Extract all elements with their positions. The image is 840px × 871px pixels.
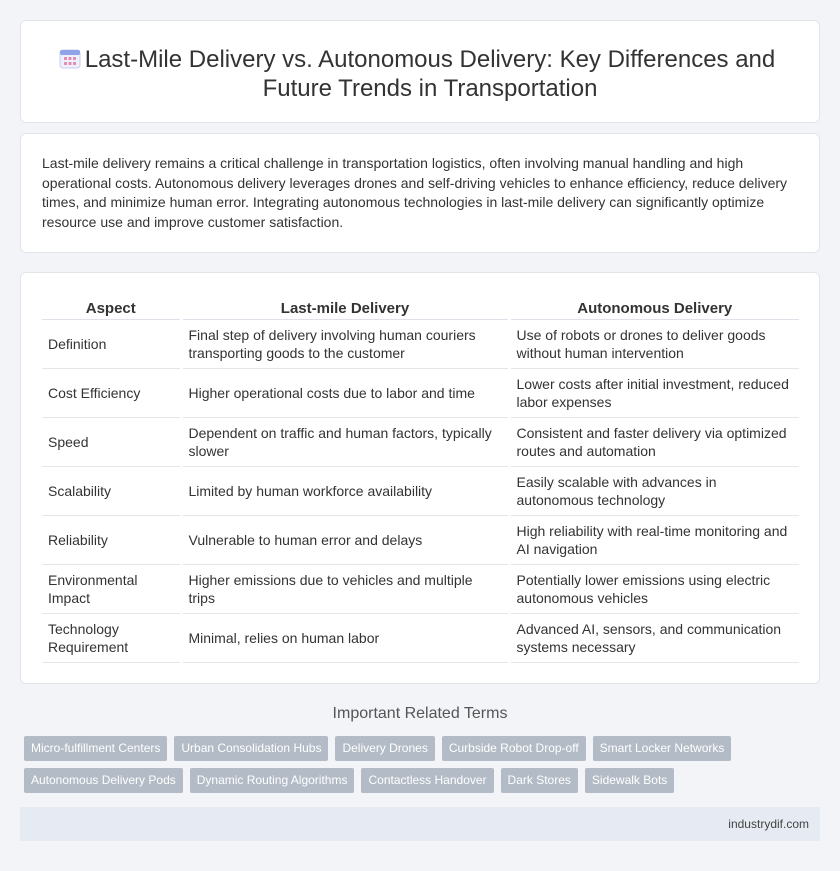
row-autonomous: Lower costs after initial investment, reduced labor expenses <box>509 368 799 417</box>
row-autonomous: Use of robots or drones to deliver goods without human intervention <box>509 319 799 368</box>
related-term-tag[interactable]: Dynamic Routing Algorithms <box>190 768 355 793</box>
table-row <box>42 319 799 368</box>
table-row <box>42 466 799 515</box>
row-aspect: Reliability <box>42 515 181 564</box>
header-aspect: Aspect <box>42 295 181 319</box>
table-row <box>42 417 799 466</box>
header-last-mile: Last-mile Delivery <box>181 295 509 319</box>
row-aspect: Speed <box>42 417 181 466</box>
table-row <box>42 515 799 564</box>
page-title: Last-Mile Delivery vs. Autonomous Delivery: Key Differences and Future Trends in Transportation <box>84 46 776 102</box>
related-term-tag[interactable]: Micro-fulfillment Centers <box>24 736 167 761</box>
header-card <box>20 20 820 123</box>
row-aspect: Technology Requirement <box>42 613 181 662</box>
related-term-tag[interactable]: Curbside Robot Drop-off <box>442 736 586 761</box>
row-autonomous: High reliability with real-time monitoring and AI navigation <box>509 515 799 564</box>
table-row <box>42 613 799 662</box>
table-row <box>42 564 799 613</box>
row-last-mile: Dependent on traffic and human factors, typically slower <box>181 417 509 466</box>
header-autonomous: Autonomous Delivery <box>509 295 799 319</box>
comparison-card <box>20 272 820 684</box>
row-last-mile: Higher operational costs due to labor and time <box>181 368 509 417</box>
row-autonomous: Consistent and faster delivery via optimized routes and automation <box>509 417 799 466</box>
related-term-tag[interactable]: Delivery Drones <box>335 736 434 761</box>
row-last-mile: Vulnerable to human error and delays <box>181 515 509 564</box>
row-autonomous: Advanced AI, sensors, and communication systems necessary <box>509 613 799 662</box>
related-term-tag[interactable]: Contactless Handover <box>361 768 493 793</box>
comparison-table <box>42 295 799 663</box>
intro-card <box>20 133 820 253</box>
related-term-tag[interactable]: Autonomous Delivery Pods <box>24 768 183 793</box>
row-last-mile: Higher emissions due to vehicles and multiple trips <box>181 564 509 613</box>
related-term-tag[interactable]: Urban Consolidation Hubs <box>174 736 328 761</box>
related-terms-list <box>24 736 784 793</box>
related-term-tag[interactable]: Smart Locker Networks <box>593 736 732 761</box>
row-aspect: Environmental Impact <box>42 564 181 613</box>
row-last-mile: Final step of delivery involving human couriers transporting goods to the customer <box>181 319 509 368</box>
row-autonomous: Easily scalable with advances in autonomous technology <box>509 466 799 515</box>
footer <box>20 807 820 841</box>
table-row <box>42 368 799 417</box>
row-last-mile: Minimal, relies on human labor <box>181 613 509 662</box>
intro-paragraph: Last-mile delivery remains a critical challenge in transportation logistics, often involving manual handling and high operational costs. Autonomous delivery leverages drones and self-driving vehicles to enhance efficiency, reduce delivery times, and minimize human error. Integrating autonomous technologies in last-mile delivery can significantly optimize resource use and improve customer satisfaction. <box>42 155 788 230</box>
row-aspect: Scalability <box>42 466 181 515</box>
related-term-tag[interactable]: Dark Stores <box>501 768 578 793</box>
related-term-tag[interactable]: Sidewalk Bots <box>585 768 674 793</box>
row-aspect: Definition <box>42 319 181 368</box>
table-header-row <box>42 295 799 319</box>
row-last-mile: Limited by human workforce availability <box>181 466 509 515</box>
row-aspect: Cost Efficiency <box>42 368 181 417</box>
footer-site-link[interactable]: industrydif.com <box>728 817 809 831</box>
row-autonomous: Potentially lower emissions using electric autonomous vehicles <box>509 564 799 613</box>
related-terms-heading: Important Related Terms <box>332 705 508 722</box>
